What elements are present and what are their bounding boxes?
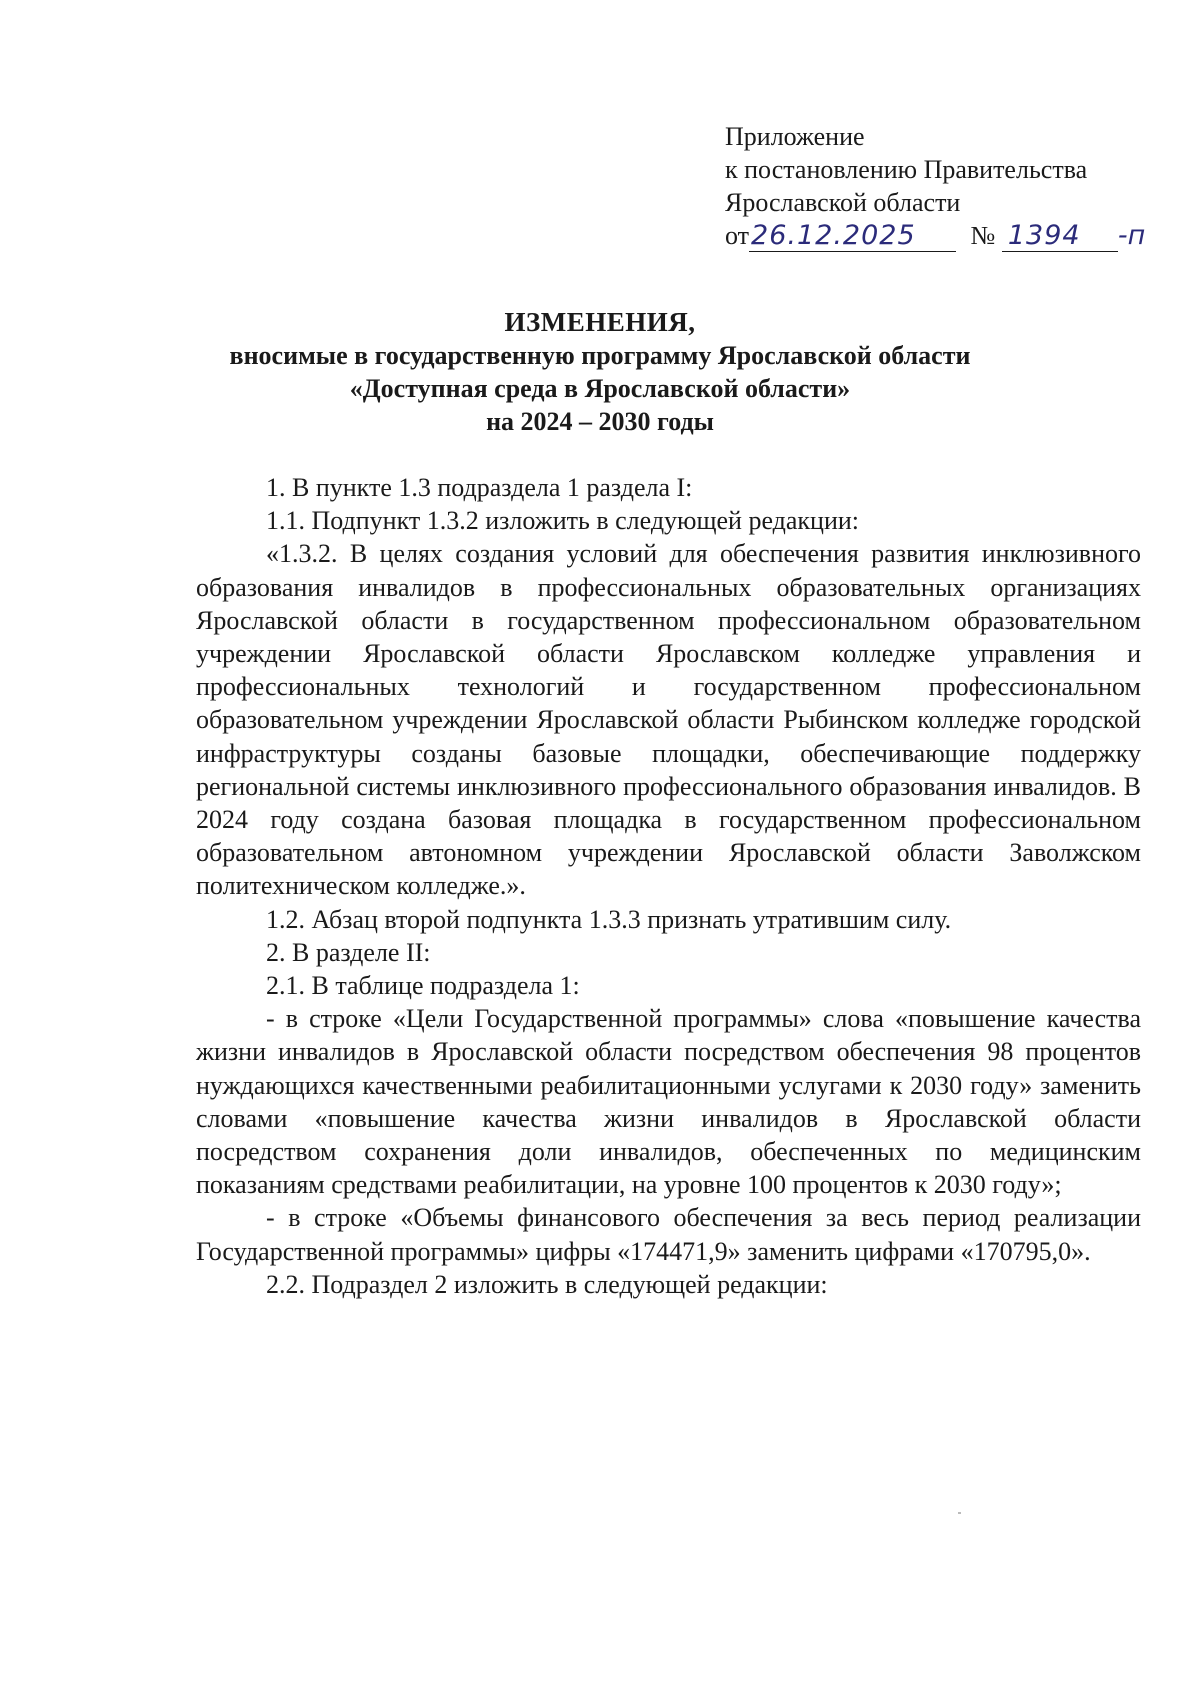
paragraph-goals-row: - в строке «Цели Государственной программы» слова «повышение качества жизни инвалидов в Ярославской области посредством обеспечения 98 процентов нуждающихся качественными реабилитационными услугами к 2030 году» заменить словами «повышение качества жизни инвалидов в Ярославской области посредством сохранения доли инвалидов, обеспеченных по медицинским показаниям средствами реабилитации, на уровне 100 процентов к 2030 году»; [196,1004,1141,1200]
paragraph-quote-1-3-2: «1.3.2. В целях создания условий для обеспечения развития инклюзивного образования инвалидов в профессиональных образовательных организациях Ярославской области в государственном профессиональном образовательном учреждении Ярославской области Ярославском колледже управления и профессиональных технологий и государственном профессиональном образовательном учреждении Ярославской области Рыбинском колледже городской инфраструктуры созданы базовые площадки, обеспечивающие поддержку региональной системы инклюзивного профессионального образования инвалидов. В 2024 году создана базовая площадка в государственном профессиональном образовательном автономном учреждении Ярославской области Заволжском политехническом колледже.». [196,539,1141,901]
date-prefix: от [725,221,750,250]
paragraph-1: 1. В пункте 1.3 подраздела 1 раздела I: [266,473,693,502]
heading-title: ИЗМЕНЕНИЯ, [504,307,696,337]
heading-line-2: вносимые в государственную программу Ярославской области [229,341,971,370]
document-body [196,471,1141,1301]
number-sign: № [970,221,996,250]
appendix-date-row [725,219,1145,259]
heading-line-4: на 2024 – 2030 годы [486,407,714,436]
document-heading [0,306,1200,438]
paragraph-2-2: 2.2. Подраздел 2 изложить в следующей редакции: [266,1269,828,1299]
heading-line-3: «Доступная среда в Ярославской области» [349,374,851,403]
handwritten-number: 1394 [1002,221,1118,252]
paragraph-2-1: 2.1. В таблице подраздела 1: [266,971,580,1001]
paragraph-funding-row: - в строке «Объемы финансового обеспечения за весь период реализации Государственной программы» цифры «174471,9» заменить цифрами «170795,0». [196,1203,1141,1266]
appendix-line-2: к постановлению Правительства [725,155,1088,184]
paragraph-1-2: 1.2. Абзац второй подпункта 1.3.3 признать утратившим силу. [266,904,952,934]
handwritten-date: 26.12.2025 [749,221,956,252]
paragraph-1-1: 1.1. Подпункт 1.3.2 изложить в следующей редакции: [266,506,860,536]
appendix-line-3: Ярославской области [725,188,961,217]
paragraph-2: 2. В разделе II: [266,937,431,967]
scan-speck [958,1512,961,1514]
appendix-line-1: Приложение [725,122,865,151]
handwritten-number-suffix: -п [1117,220,1146,251]
appendix-block [725,120,1145,259]
